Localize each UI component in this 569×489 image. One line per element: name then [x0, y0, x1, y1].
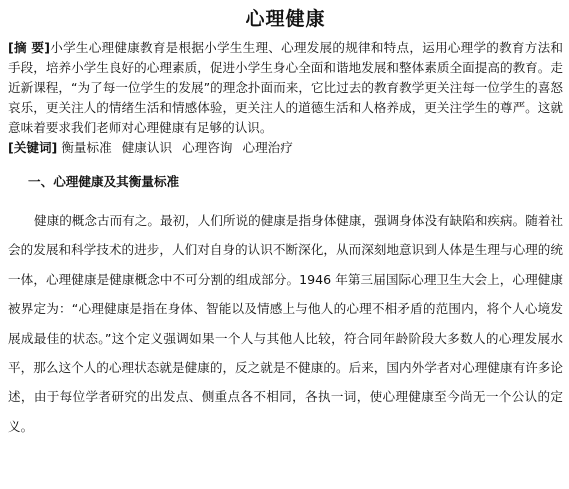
- keywords: [8, 138, 563, 158]
- keyword-item: 心理咨询: [182, 140, 233, 155]
- keyword-item: 衡量标准: [61, 140, 112, 155]
- section-heading: 一、心理健康及其衡量标准: [28, 174, 180, 189]
- body-paragraph: 健康的概念古而有之。最初，人们所说的健康是指身体健康，强调身体没有缺陷和疾病。随着社会的发展和科学技术的进步，人们对自身的认识不断深化，从而深刻地意识到人体是生理与心理的统一体，心理健康是健康概念中不可分割的组成部分。1946 年第三届国际心理卫生大会上，心理健康被界定为：“心理健康是指在身体、智能以及情感上与他人的心理不相矛盾的范围内，将个人心境发展成最佳的状态。”这个定义强调如果一个人与其他人比较，符合同年龄阶段大多数人的心理发展水平，那么这个人的心理状态就是健康的，反之就是不健康的。后来，国内外学者对心理健康有许多论述，由于每位学者研究的出发点、侧重点各不相同，各执一词，使心理健康至今尚无一个公认的定义。: [8, 213, 563, 434]
- keyword-item: 健康认识: [121, 140, 173, 155]
- keyword-item: 心理治疗: [242, 140, 293, 155]
- keywords-label: [关键词]: [8, 140, 58, 155]
- abstract-label: [摘 要]: [8, 40, 51, 55]
- abstract-text: 小学生心理健康教育是根据小学生生理、心理发展的规律和特点，运用心理学的教育方法和手段，培养小学生良好的心理素质，促进小学生身心全面和谐地发展和整体素质全面提高的教育。走近新课程，“为了每一位学生的发展”的理念扑面而来，它比过去的教育教学更关注每一位学生的喜怒哀乐，更关注人的情绪生活和情感体验，更关注人的道德生活和人格养成，更关注学生的尊严。这就意味着要求我们老师对心理健康有足够的认识。: [8, 40, 563, 135]
- abstract: [8, 38, 563, 138]
- document-title: 心理健康: [245, 8, 326, 30]
